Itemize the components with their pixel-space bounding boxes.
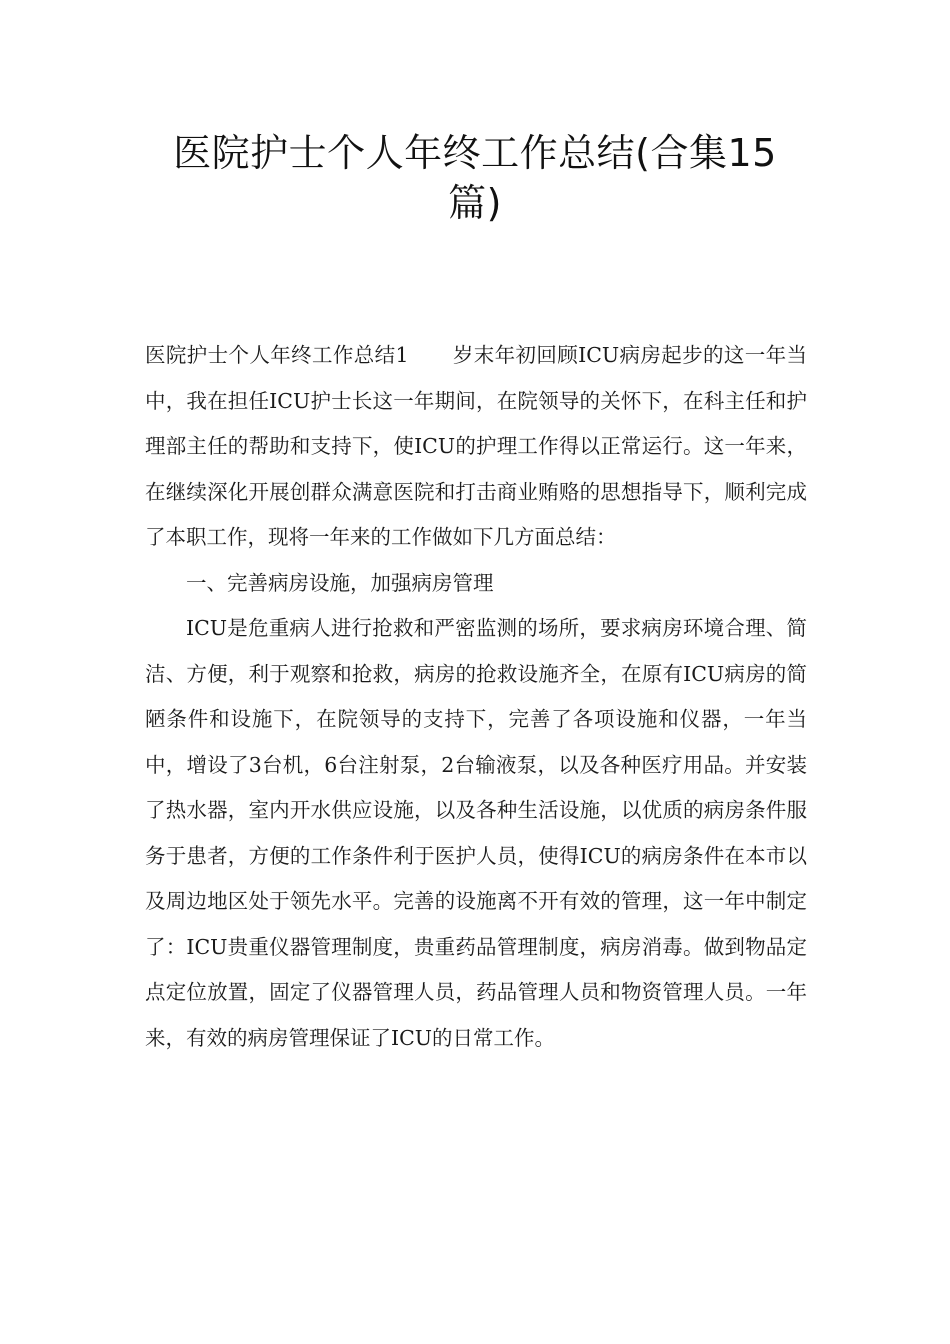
document-body	[145, 333, 807, 1061]
section-heading: 一、完善病房设施，加强病房管理	[186, 570, 494, 595]
body-paragraph: ICU是危重病人进行抢救和严密监测的场所，要求病房环境合理、简洁、方便，利于观察和抢救，病房的抢救设施齐全，在原有ICU病房的简陋条件和设施下，在院领导的支持下，完善了各项设施和仪器，一年当中，增设了3台机，6台注射泵，2台输液泵，以及各种医疗用品。并安装了热水器，室内开水供应设施，以及各种生活设施，以优质的病房条件服务于患者，方便的工作条件利于医护人员，使得ICU的病房条件在本市以及周边地区处于领先水平。完善的设施离不开有效的管理，这一年中制定了：ICU贵重仪器管理制度，贵重药品管理制度，病房消毒。做到物品定点定位放置，固定了仪器管理人员，药品管理人员和物资管理人员。一年来，有效的病房管理保证了ICU的日常工作。	[145, 616, 807, 1050]
document-title: 医院护士个人年终工作总结(合集15篇)	[173, 131, 777, 225]
section-label: 医院护士个人年终工作总结1	[145, 343, 409, 367]
intro-text: 岁末年初回顾ICU病房起步的这一年当中，我在担任ICU护士长这一年期间，在院领导的关怀下，在科主任和护理部主任的帮助和支持下，使ICU的护理工作得以正常运行。这一年来，在继续深化开展创群众满意医院和打击商业贿赂的思想指导下，顺利完成了本职工作，现将一年来的工作做如下几方面总结：	[145, 343, 807, 549]
intro-paragraph	[145, 333, 807, 561]
